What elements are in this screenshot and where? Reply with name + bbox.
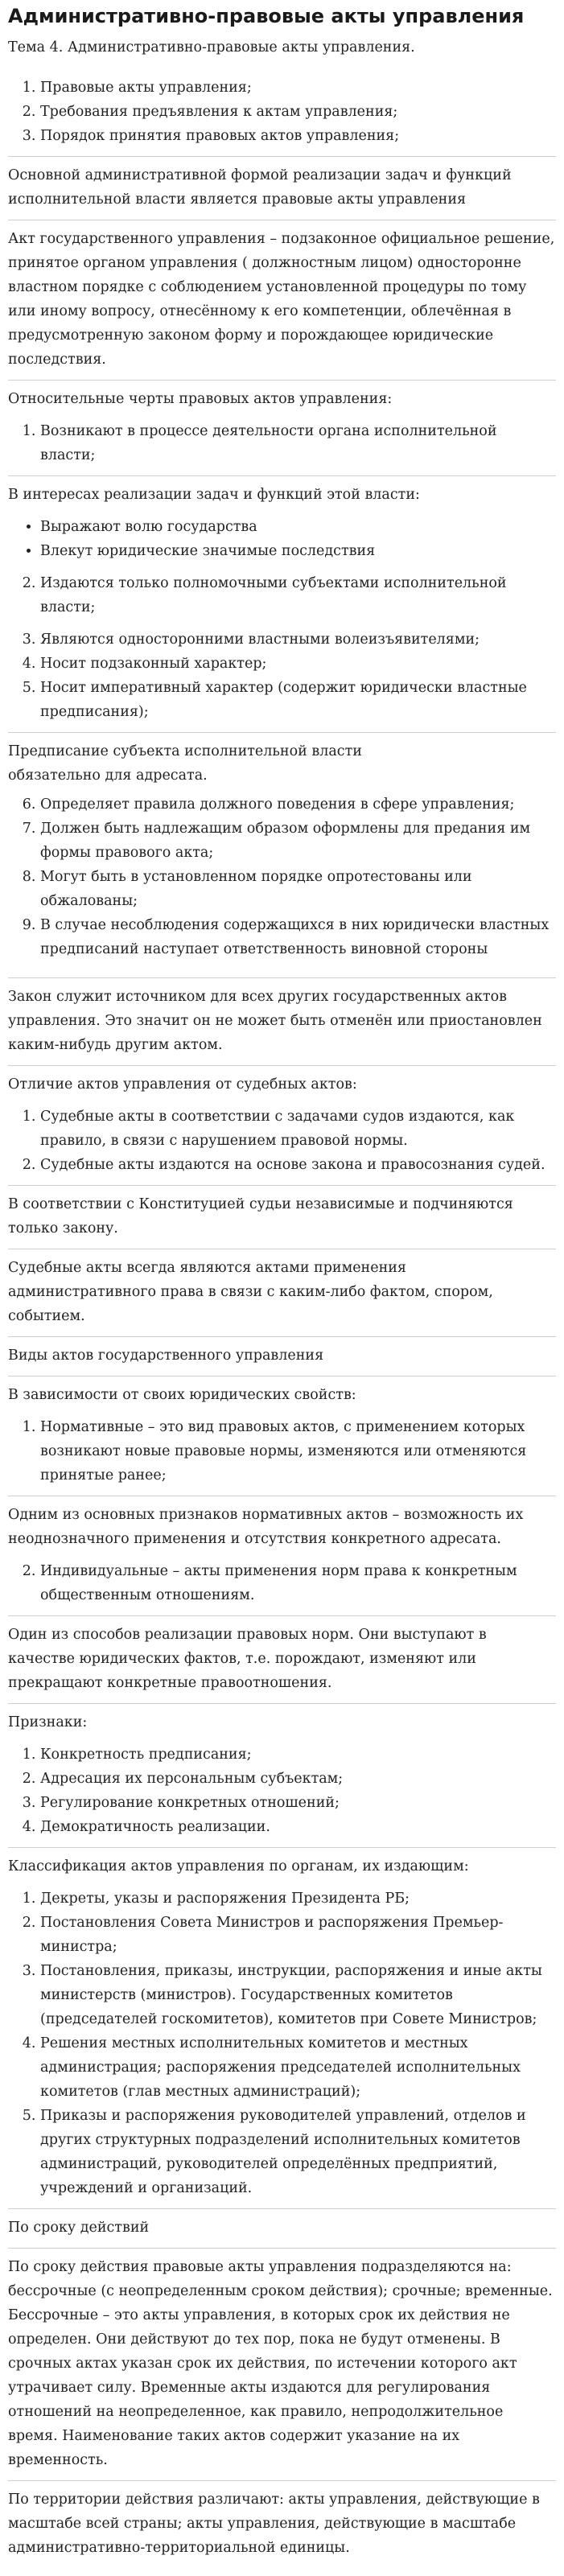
list-item: 3. Порядок принятия правовых актов управления; — [40, 124, 556, 148]
topic-line: Тема 4. Административно-правовые акты управления. — [8, 39, 415, 56]
paragraph-individual: Один из способов реализации правовых норм. Они выступают в качестве юридических фактов, т.е. порождают, изменяют или прекращают конкретные правоотношения. — [8, 1615, 556, 1695]
list-item: 3. Постановления, приказы, инструкции, распоряжения и иные акты министерств (министров). Государственных комитетов (председателей госкомитетов), комитетов при Совете Министров; — [40, 1959, 556, 2031]
list-item: 2. Адресация их персональным субъектам; — [40, 1767, 556, 1791]
list-item: 5. Приказы и распоряжения руководителей управлений, отделов и других структурных подразделений исполнительных комитетов администраций, руководителей определённых предприятий, учреждений и организаций. — [40, 2104, 556, 2200]
court-diff-list — [8, 1105, 556, 1177]
plan-list — [8, 76, 556, 148]
paragraph-term-text: По сроку действия правовые акты управления подразделяются на: бессрочные (с неопределенным сроком действия); срочные; временные. Бессрочные – это акты управления, в которых срок их действия не определен. Они действуют до тех пор, пока не будут отменены. В срочных актах указан срок их действия, по истечении которого акт утрачивает силу. Временные акты издаются для регулирования отношений на неопределенное, как правило, непродолжительное время. Наименование таких актов содержит указание на их временность. — [8, 2248, 556, 2472]
list-item: 1. Нормативные – это вид правовых актов, с применением которых возникают новые правовые нормы, изменяются или отменяются принятые ранее; — [40, 1415, 556, 1488]
paragraph-interests: В интересах реализации задач и функций этой власти: — [8, 475, 556, 507]
list-item: 8. Могут быть в установленном порядке опротестованы или обжалованы; — [40, 865, 556, 913]
list-item: 2. Требования предъявления к актам управления; — [40, 100, 556, 124]
traits-list-c — [8, 628, 556, 724]
list-item: 5. Носит императивный характер (содержит юридически властные предписания); — [40, 676, 556, 724]
list-item: 1. Правовые акты управления; — [40, 76, 556, 100]
paragraph-territory: По территории действия различают: акты управления, действующие в масштабе всей страны; акты управления, действующие в масштабе административно-территориальной единицы. — [8, 2480, 556, 2560]
traits-list-d — [8, 792, 556, 961]
paragraph-court-acts: Судебные акты всегда являются актами применения административного права в связи с каким-либо фактом, спором, событием. — [8, 1249, 556, 1328]
list-item: 7. Должен быть надлежащим образом оформлены для предания им формы правового акта; — [40, 817, 556, 865]
traits-list-b — [8, 571, 556, 619]
page-title: Административно-правовые акты управления — [8, 5, 525, 27]
paragraph-by-term: По сроку действий — [8, 2208, 556, 2240]
paragraph-difference: Отличие актов управления от судебных актов: — [8, 1065, 556, 1097]
paragraph-main-form: Основной административной формой реализации задач и функций исполнительной власти является правовые акты управления — [8, 156, 556, 212]
signs-list — [8, 1743, 556, 1839]
traits-list-a — [8, 419, 556, 467]
paragraph-definition: Акт государственного управления – подзаконное официальное решение, принятое органом управления ( должностным лицом) односторонне властном порядке с соблюдением установленной процедуры по тому или иному вопросу, отнесённому к его компетенции, облечённая в предусмотренную законом форму и порождающее юридические последствия. — [8, 220, 556, 372]
list-item: 6. Определяет правила должного поведения в сфере управления; — [40, 792, 556, 817]
paragraph-constitution: В соответствии с Конституцией судьи независимые и подчиняются только закону. — [8, 1185, 556, 1241]
paragraph-relative-traits: Относительные черты правовых актов управления: — [8, 380, 556, 411]
paragraph-signs: Признаки: — [8, 1703, 556, 1734]
list-item: 2. Издаются только полномочными субъектами исполнительной власти; — [40, 571, 556, 619]
list-item: • Влекут юридические значимые последствия — [40, 539, 556, 563]
list-item: 4. Демократичность реализации. — [40, 1815, 556, 1839]
list-item: 2. Постановления Совета Министров и распоряжения Премьер-министра; — [40, 1911, 556, 1959]
paragraph-depending: В зависимости от своих юридических свойств: — [8, 1376, 556, 1407]
list-item: 9. В случае несоблюдения содержащихся в них юридически властных предписаний наступает ответственность виновной стороны — [40, 913, 556, 961]
types-list-a — [8, 1415, 556, 1488]
types-list-b — [8, 1559, 556, 1607]
list-item: 2. Судебные акты издаются на основе закона и правосознания судей. — [40, 1153, 556, 1177]
list-item: 3. Регулирование конкретных отношений; — [40, 1791, 556, 1815]
list-item: • Выражают волю государства — [40, 515, 556, 539]
list-item: 1. Возникают в процессе деятельности органа исполнительной власти; — [40, 419, 556, 467]
paragraph-classification: Классификация актов управления по органам, их издающим: — [8, 1847, 556, 1879]
bullet-list — [8, 515, 556, 563]
paragraph-prescription: Предписание субъекта исполнительной власти обязательно для адресата. — [8, 732, 556, 788]
list-item: 1. Судебные акты в соответствии с задачами судов издаются, как правило, в связи с нарушением правовой нормы. — [40, 1105, 556, 1153]
list-item: 2. Индивидуальные – акты применения норм права к конкретным общественным отношениям. — [40, 1559, 556, 1607]
classification-list — [8, 1887, 556, 2200]
paragraph-normative-sign: Одним из основных признаков нормативных актов – возможность их неоднозначного применения и отсутствия конкретного адресата. — [8, 1496, 556, 1551]
list-item: 4. Решения местных исполнительных комитетов и местных администрация; распоряжения председателей исполнительных комитетов (глав местных администраций); — [40, 2031, 556, 2104]
paragraph-types: Виды актов государственного управления — [8, 1336, 556, 1368]
list-item: 1. Конкретность предписания; — [40, 1743, 556, 1767]
paragraph-law: Закон служит источником для всех других государственных актов управления. Это значит он не может быть отменён или приостановлен каким-нибудь другим актом. — [8, 977, 556, 1057]
list-item: 3. Являются односторонними властными волеизъявителями; — [40, 628, 556, 652]
list-item: 1. Декреты, указы и распоряжения Президента РБ; — [40, 1887, 556, 1911]
list-item: 4. Носит подзаконный характер; — [40, 652, 556, 676]
